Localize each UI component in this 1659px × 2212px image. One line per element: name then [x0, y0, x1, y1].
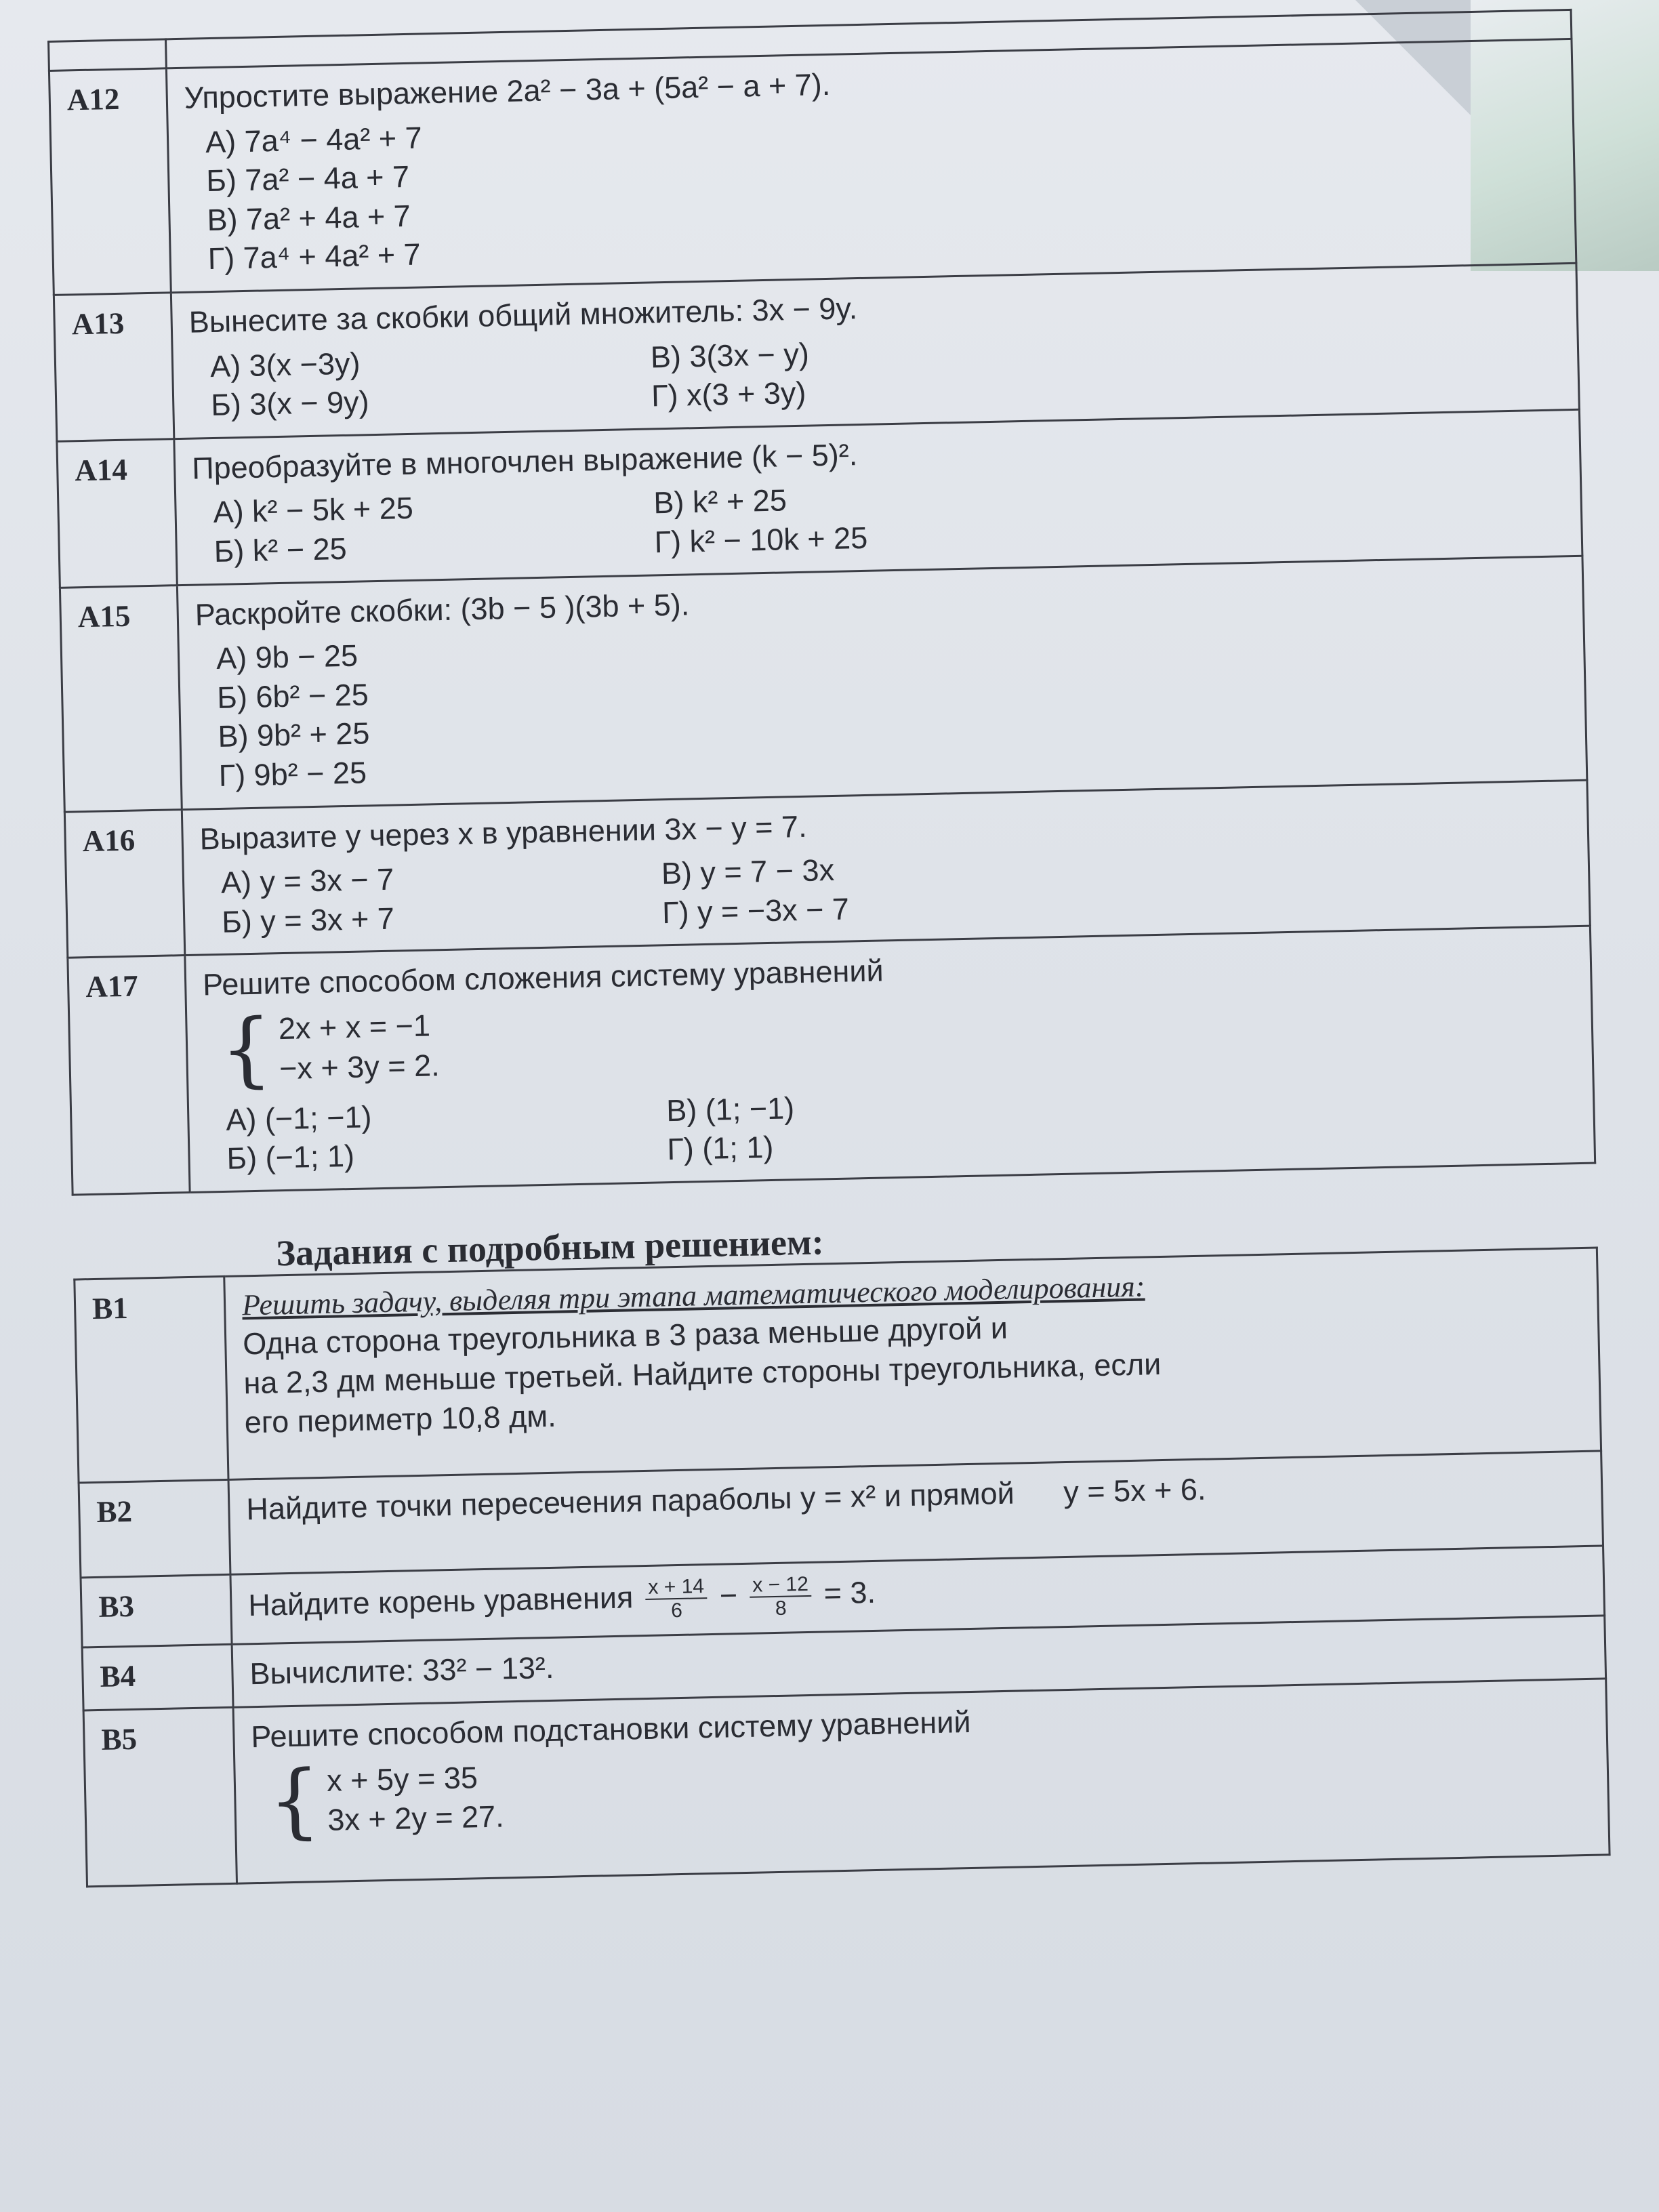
answer-option: Б) k² − 25: [213, 531, 348, 569]
task-text-line: Одна сторона треугольника в 3 раза меньше другой и: [242, 1311, 1008, 1361]
task-code: B3: [81, 1574, 232, 1647]
answer-option: Б) 6b² − 25: [216, 677, 369, 715]
task-code: A12: [49, 68, 171, 295]
task-row-a12: [49, 39, 1576, 295]
task-question: Решите способом сложения систему уравнений: [202, 953, 884, 1002]
task-text: Решите способом подстановки систему уравнений: [250, 1704, 971, 1754]
answer-option: А) (−1; −1): [225, 1099, 372, 1137]
task-code: B2: [79, 1479, 230, 1578]
answer-option: Б) y = 3x + 7: [221, 901, 395, 939]
equation: 2x + x = −1: [278, 1008, 431, 1046]
fraction: [645, 1575, 708, 1622]
answer-options: [226, 1072, 1578, 1179]
answer-option: Г) x(3 + 3y): [651, 375, 806, 413]
task-code: A14: [57, 438, 177, 587]
brace-symbol: {: [268, 1753, 322, 1849]
answer-option: В) (1; −1): [665, 1090, 795, 1128]
task-question: Преобразуйте в многочлен выражение (k − 5)².: [191, 436, 858, 486]
minus-sign: −: [719, 1578, 738, 1613]
task-text: Найдите корень уравнения: [247, 1580, 634, 1623]
task-code: A15: [60, 585, 182, 812]
task-row-a17: [68, 926, 1595, 1195]
task-row-b5: [83, 1679, 1610, 1887]
equation-rhs: = 3.: [823, 1574, 876, 1611]
task-text: Вычислите: 33² − 13².: [249, 1650, 554, 1692]
task-code: A17: [68, 956, 190, 1195]
task-text-line: на 2,3 дм меньше третьей. Найдите стороны треугольника, если: [243, 1346, 1162, 1401]
answer-option: Г) y = −3x − 7: [661, 891, 850, 930]
task-code: B1: [75, 1277, 228, 1483]
task-subtitle: Решить задачу, выделяя три этапа математического моделирования:: [241, 1269, 1145, 1322]
equation: x + 5y = 35: [326, 1760, 478, 1798]
answer-option: А) k² − 5k + 25: [213, 491, 414, 530]
answer-option: В) 7a² + 4a + 7: [207, 198, 411, 237]
answer-option: В) 9b² + 25: [218, 716, 370, 754]
task-question: Вынесите за скобки общий множитель: 3x − 9y.: [188, 291, 858, 340]
task-line-equation: y = 5x + 6.: [1063, 1471, 1206, 1510]
task-text: Найдите точки пересечения параболы y = x² и прямой: [245, 1475, 1015, 1527]
task-question: Упростите выражение 2a² − 3a + (5a² − a + 7).: [184, 66, 831, 115]
answer-option: Г) 9b² − 25: [218, 755, 367, 793]
answer-option: Г) 7a⁴ + 4a² + 7: [207, 237, 422, 276]
section-heading: Задания с подробным решением:: [275, 1221, 825, 1274]
fraction: [750, 1573, 812, 1620]
answer-option: Б) (−1; 1): [226, 1139, 355, 1176]
answer-option: В) y = 7 − 3x: [661, 853, 835, 891]
part-a-table: [47, 9, 1596, 1196]
answer-option: Б) 3(x − 9y): [210, 384, 370, 423]
equation: −x + 3y = 2.: [279, 1048, 441, 1086]
answer-option: В) 3(3x − y): [650, 336, 810, 375]
answer-option: Г) k² − 10k + 25: [654, 520, 868, 560]
task-code: A16: [64, 809, 184, 958]
denominator: 8: [775, 1597, 787, 1620]
denominator: 6: [670, 1599, 683, 1622]
task-code: B4: [82, 1644, 233, 1710]
answer-option: А) 3(x −3y): [209, 346, 361, 384]
answer-option: Б) 7a² − 4a + 7: [205, 159, 410, 199]
task-text-line: его периметр 10,8 дм.: [244, 1398, 557, 1439]
equation: 3x + 2y = 27.: [327, 1799, 505, 1838]
task-question: Раскройте скобки: (3b − 5 )(3b + 5).: [194, 586, 690, 632]
answer-option: А) 9b − 25: [216, 638, 359, 676]
numerator: x + 14: [645, 1575, 707, 1600]
answer-option: Г) (1; 1): [666, 1130, 774, 1167]
answer-option: В) k² + 25: [653, 483, 787, 520]
brace-symbol: {: [219, 1002, 274, 1097]
numerator: x − 12: [750, 1573, 811, 1598]
part-b-table: [73, 1247, 1610, 1888]
task-row-a15: [60, 556, 1586, 812]
task-code: B5: [83, 1707, 237, 1887]
task-code: A13: [54, 293, 173, 441]
task-question: Выразите y через x в уравнении 3x − y = 7.: [199, 808, 808, 857]
task-row-b1: [75, 1248, 1601, 1483]
answer-option: А) y = 3x − 7: [220, 861, 394, 900]
answer-option: А) 7a⁴ − 4a² + 7: [205, 120, 423, 159]
worksheet: [47, 8, 1645, 1887]
